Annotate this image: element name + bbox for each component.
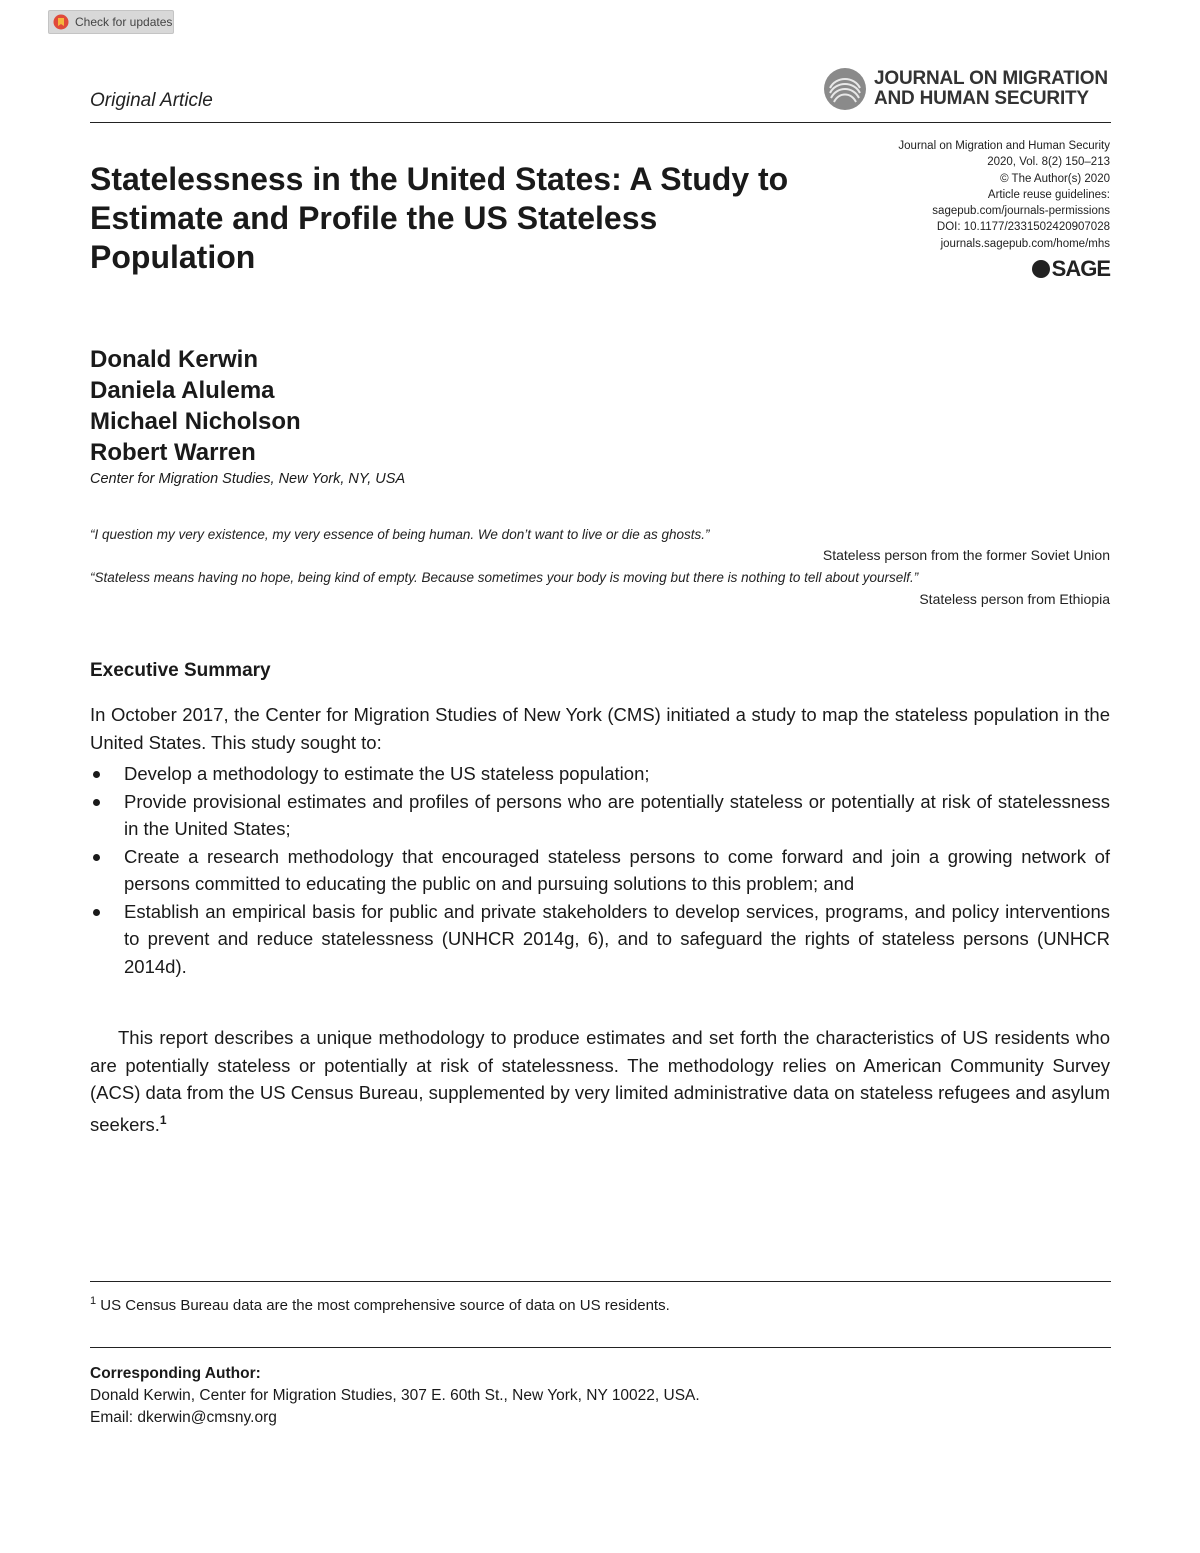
check-for-updates-button[interactable] [48, 10, 174, 34]
list-item-text: Develop a methodology to estimate the US stateless population; [124, 763, 650, 784]
meta-copyright: © The Author(s) 2020 [1000, 172, 1110, 185]
footnote-reference[interactable]: 1 [159, 1112, 167, 1127]
journal-metadata [898, 138, 1110, 252]
meta-permissions-link[interactable]: sagepub.com/journals-permissions [932, 205, 1110, 218]
corresponding-label: Corresponding Author: [90, 1365, 261, 1382]
bullet-icon [93, 854, 100, 861]
title-line: Estimate and Profile the US Stateless [90, 200, 658, 236]
epigraph-quote: “I question my very existence, my very essence of being human. We don’t want to live or die as ghosts.” [90, 527, 710, 542]
author-name: Michael Nicholson [90, 408, 301, 435]
journal-logo [822, 66, 1108, 112]
publisher-logo [1032, 256, 1110, 282]
footnote-text: US Census Bureau data are the most comprehensive source of data on US residents. [100, 1297, 670, 1314]
report-paragraph [90, 1024, 1110, 1138]
header-divider [90, 122, 1111, 123]
meta-doi[interactable]: DOI: 10.1177/2331502420907028 [936, 221, 1110, 234]
list-item [90, 843, 1110, 898]
meta-journal-url[interactable]: journals.sagepub.com/home/mhs [940, 237, 1110, 250]
list-item [90, 760, 1110, 788]
intro-paragraph: In October 2017, the Center for Migration Studies of New York (CMS) initiated a study to map the stateless population in the United States. This study sought to: [90, 704, 1110, 753]
title-line: Statelessness in the United States: A Study to [90, 161, 789, 197]
list-item-text: Create a research methodology that encouraged stateless persons to come forward and join a growing network of persons committed to educating the public on and pursuing solutions to this problem; and [124, 845, 1110, 894]
objectives-list [90, 760, 1110, 980]
journal-emblem-icon [822, 66, 868, 112]
sage-mark-icon [1032, 260, 1050, 278]
journal-name-line1: JOURNAL ON MIGRATION [874, 68, 1108, 89]
bullet-icon [93, 771, 100, 778]
title-line: Population [90, 239, 256, 275]
article-title [90, 160, 830, 277]
corresponding-address: Donald Kerwin, Center for Migration Studies, 307 E. 60th St., New York, NY 10022, USA. [90, 1387, 700, 1404]
article-type-label: Original Article [90, 90, 213, 111]
list-item-text: Establish an empirical basis for public and private stakeholders to develop services, programs, and policy interventions to prevent and reduce statelessness (UNHCR 2014g, 6), and to safeguard the rights of stateless persons (UNHCR 2014d). [124, 900, 1110, 977]
corresponding-email[interactable]: Email: dkerwin@cmsny.org [90, 1409, 277, 1426]
section-heading: Executive Summary [90, 660, 271, 681]
author-name: Robert Warren [90, 439, 256, 466]
list-item [90, 788, 1110, 843]
publisher-name: SAGE [1051, 256, 1110, 281]
updates-icon [53, 14, 69, 30]
bullet-icon [93, 799, 100, 806]
footnote-mark: 1 [90, 1295, 97, 1307]
author-affiliation: Center for Migration Studies, New York, NY, USA [90, 471, 406, 487]
author-list [90, 344, 301, 468]
corresponding-author-block [90, 1363, 700, 1429]
report-paragraph-text: This report describes a unique methodology to produce estimates and set forth the characteristics of US residents who are potentially stateless or potentially at risk of statelessness. The methodology relies on American Community Survey (ACS) data from the US Census Bureau, supplemented by very limited administrative data on stateless refugees and asylum seekers. [90, 1027, 1110, 1135]
list-item [90, 898, 1110, 981]
corresponding-divider [90, 1347, 1111, 1348]
check-for-updates-label: Check for updates [75, 15, 173, 29]
footnote [90, 1295, 670, 1314]
bullet-icon [93, 909, 100, 916]
epigraph-attribution: Stateless person from Ethiopia [919, 591, 1110, 607]
list-item-text: Provide provisional estimates and profiles of persons who are potentially stateless or potentially at risk of statelessness in the United States; [124, 790, 1110, 839]
meta-volume: 2020, Vol. 8(2) 150–213 [987, 156, 1110, 169]
meta-reuse-label: Article reuse guidelines: [987, 188, 1110, 201]
journal-name-line2: AND HUMAN SECURITY [874, 88, 1089, 109]
meta-journal: Journal on Migration and Human Security [898, 140, 1110, 152]
epigraph-attribution: Stateless person from the former Soviet Union [822, 547, 1110, 563]
epigraph-quote: “Stateless means having no hope, being kind of empty. Because sometimes your body is moving but there is nothing to tell about yourself.” [90, 570, 919, 585]
author-name: Donald Kerwin [90, 346, 259, 373]
author-name: Daniela Alulema [90, 377, 275, 404]
footnote-divider [90, 1281, 1111, 1282]
